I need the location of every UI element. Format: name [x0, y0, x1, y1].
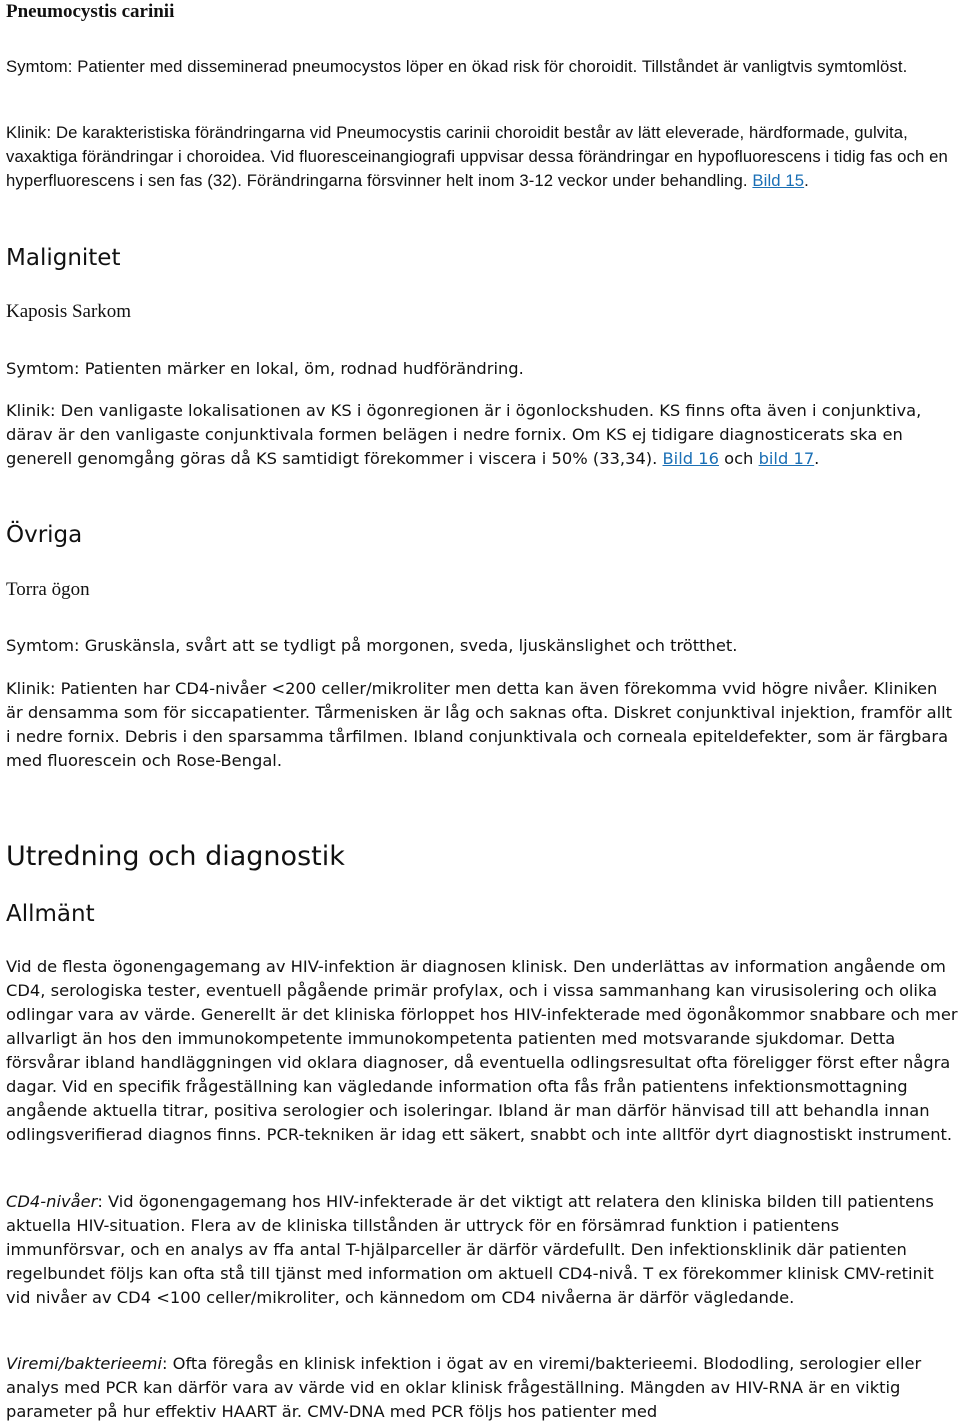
heading-ovriga: Övriga [6, 522, 83, 548]
paragraph-viremi [6, 1352, 958, 1424]
subheading-torra-ogon: Torra ögon [6, 579, 90, 600]
paragraph-torra-klinik: Klinik: Patienten har CD4-nivåer <200 celler/mikroliter men detta kan även förekomma vvid högre nivåer. Kliniken är densamma som för siccapatienter. Tårmenisken är låg och saknas ofta. Diskret conjunktival injektion, framför allt i nedre fornix. Debris i den sparsamma tårfilmen. Ibland conjunktivala och corneala epiteldefekter, som är färgbara med fluorescein och Rose-Bengal. [6, 679, 952, 770]
viremi-label: Viremi/bakterieemi [6, 1354, 163, 1373]
bild-15-link[interactable]: Bild 15 [752, 171, 805, 190]
paragraph-kaposi-symtom: Symtom: Patienten märker en lokal, öm, rodnad hudförändring. [6, 359, 524, 378]
paragraph-pneumocystis-klinik [6, 121, 952, 193]
period: . [814, 449, 820, 468]
bild-16-link[interactable]: Bild 16 [662, 449, 719, 468]
heading-malignitet: Malignitet [6, 245, 121, 271]
klinik-text: Klinik: Den vanligaste lokalisationen av KS i ögonregionen är i ögonlockshuden. KS finns ofta även i conjunktiva, därav är den vanligaste conjunktivala formen belägen i nedre fornix. Om KS ej tidigare diagnosticerats ska en generell genomgång göras då KS samtidigt förekommer i viscera i 50% (33,34). [6, 401, 922, 468]
subheading-allmant: Allmänt [6, 901, 95, 927]
subheading-kaposis-sarkom: Kaposis Sarkom [6, 301, 132, 322]
paragraph-pneumocystis-symtom: Symtom: Patienter med disseminerad pneumocystos löper en ökad risk för choroidit. Tillståndet är vanligtvis symtomlöst. [6, 57, 908, 76]
klinik-text: Klinik: De karakteristiska förändringarna vid Pneumocystis carinii choroidit består av lätt eleverade, härdformade, gulvita, vaxaktiga förändringar i choroidea. Vid fluoresceinangiografi uppvisar dessa förändringar en hypofluorescens i tidig fas och en hyperfluorescens i sen fas (32). Förändringarna försvinner helt inom 3-12 veckor under behandling. [6, 123, 948, 190]
bild-17-link[interactable]: bild 17 [758, 449, 815, 468]
cd4-text: : Vid ögonengagemang hos HIV-infekterade är det viktigt att relatera den kliniska bilden till patientens aktuella HIV-situation. Flera av de kliniska tillstånden är uttryck för en försämrad funktion i patientens immunförsvar, och en analys av ffa antal T-hjälparceller är därför värdefullt. Den infektionsklinik där patienten regelbundet följs kan ofta stå till tjänst med information om aktuell CD4-nivå. T ex förekommer klinisk CMV-retinit vid nivåer av CD4 <100 celler/mikroliter, och kännedom om CD4 nivåerna är därför vägledande. [6, 1192, 934, 1307]
viremi-text: : Ofta föregås en klinisk infektion i ögat av en viremi/bakterieemi. Blododling, serologier eller analys med PCR kan därför vara av värde vid en oklar klinisk frågeställning. Mängden av HIV-RNA är en viktig parameter på hur effektiv HAART är. CMV-DNA med PCR följs hos patienter med [6, 1354, 922, 1421]
heading-utredning: Utredning och diagnostik [6, 841, 345, 872]
paragraph-allmant: Vid de flesta ögonengagemang av HIV-infektion är diagnosen klinisk. Den underlättas av information angående om CD4, serologiska tester, eventuell pågående primär profylax, och i vissa sammanhang kan virusisolering och olika odlingar vara av värde. Generellt är det kliniska förloppet hos HIV-infekterade med ögonåkommor snabbare och mer allvarligt än hos den immunokompetente immunokompetenta patienten med motsvarande sjukdomar. Detta försvårar ibland handläggningen vid oklara diagnoser, då eventuella odlingsresultat ofta föreligger först efter några dagar. Vid en specifik frågeställning kan vägledande information ofta fås från patientens infektionsmottagning angående aktuella titrar, positiva serologier och isoleringar. Ibland är man därför hänvisad till att behandla innan odlingsverifierad diagnos finns. PCR-tekniken är idag ett säkert, snabbt och inte alltför dyrt diagnostiskt instrument. [6, 957, 958, 1144]
paragraph-cd4 [6, 1190, 952, 1310]
paragraph-torra-symtom: Symtom: Gruskänsla, svårt att se tydligt på morgonen, sveda, ljuskänslighet och trötthet. [6, 636, 738, 655]
paragraph-kaposi-klinik [6, 399, 954, 471]
cd4-label: CD4-nivåer [6, 1192, 98, 1211]
period: . [804, 171, 809, 190]
och-text: och [718, 449, 759, 468]
section-title-pneumocystis: Pneumocystis carinii [6, 1, 175, 22]
